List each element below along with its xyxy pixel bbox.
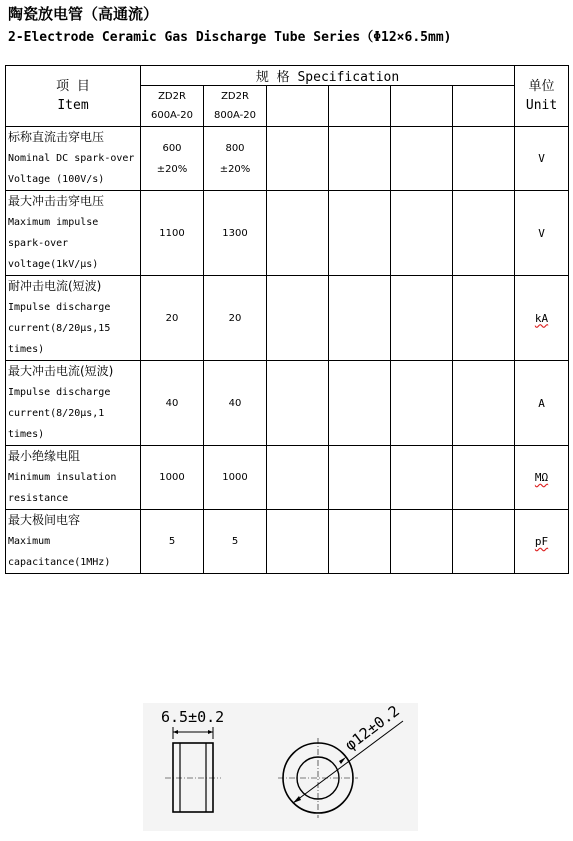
empty-value-cell [453, 446, 515, 510]
empty-model-cell [453, 86, 515, 127]
param-name-en-line: resistance [8, 493, 69, 504]
model-header-line2: 800A-20 [213, 110, 257, 121]
param-name-en-line: Nominal DC spark-over [8, 153, 135, 164]
empty-value-cell [267, 191, 329, 276]
param-cell [6, 276, 141, 361]
unit-cell [515, 446, 569, 510]
empty-value-cell [329, 127, 391, 191]
param-name-cn: 最小绝缘电阻 [8, 449, 81, 463]
param-name-en-line: Maximum [8, 536, 51, 547]
spec-table [5, 65, 569, 574]
model-header-line2: 600A-20 [150, 110, 194, 121]
empty-value-cell [329, 510, 391, 574]
empty-value-cell [329, 276, 391, 361]
unit-header [515, 66, 569, 127]
value-line: 5 [168, 536, 176, 547]
model-header-2 [204, 86, 267, 127]
table-row [6, 276, 569, 361]
empty-value-cell [329, 191, 391, 276]
empty-value-cell [391, 276, 453, 361]
value-cell [141, 510, 204, 574]
param-cell [6, 510, 141, 574]
tube-dimension-svg [143, 703, 418, 831]
value-line: 1100 [159, 227, 185, 239]
value-line: 600 [162, 142, 182, 154]
value-cell [141, 276, 204, 361]
diameter-arrow-low [293, 796, 301, 803]
spec-table-body [6, 127, 569, 574]
param-name-cn: 最大冲击击穿电压 [8, 194, 105, 208]
value-cell [204, 446, 267, 510]
empty-value-cell [329, 446, 391, 510]
unit-cell [515, 191, 569, 276]
param-name-en-line: voltage(1kV/μs) [8, 259, 99, 270]
table-row [6, 510, 569, 574]
param-name-en-line: spark-over [8, 238, 69, 249]
value-cell [141, 446, 204, 510]
param-name-en-line: capacitance(1MHz) [8, 557, 111, 568]
param-name-cn: 最大极间电容 [8, 513, 81, 527]
empty-value-cell [267, 446, 329, 510]
unit-header-cn: 单位 [528, 79, 555, 94]
empty-model-cell [329, 86, 391, 127]
empty-value-cell [391, 446, 453, 510]
table-row [6, 361, 569, 446]
unit-cell [515, 361, 569, 446]
value-cell [141, 127, 204, 191]
diameter-dimension-label: φ12±0.2 [341, 703, 403, 755]
value-line: 20 [165, 312, 179, 324]
unit-label: V [538, 152, 545, 165]
param-name-en-line: Impulse discharge [8, 387, 111, 398]
value-cell [204, 361, 267, 446]
empty-value-cell [267, 276, 329, 361]
table-row [6, 191, 569, 276]
value-cell [141, 191, 204, 276]
empty-value-cell [267, 510, 329, 574]
empty-value-cell [453, 127, 515, 191]
empty-value-cell [453, 510, 515, 574]
model-header-line1: ZD2R [158, 91, 186, 102]
width-dimension-label: 6.5±0.2 [161, 708, 225, 726]
param-name-en-line: Voltage (100V/s) [8, 174, 105, 185]
value-line: 40 [228, 397, 242, 409]
unit-label: V [538, 226, 545, 240]
model-header-1 [141, 86, 204, 127]
diameter-arrow-high [339, 757, 346, 764]
param-name-cn: 耐冲击电流(短波) [8, 279, 102, 293]
param-name-en-line: times) [8, 344, 45, 355]
table-row [6, 127, 569, 191]
value-line: ±20% [219, 163, 251, 175]
spec-header: 规 格 Specification [141, 66, 515, 86]
unit-cell [515, 127, 569, 191]
dimension-drawing [143, 703, 418, 831]
value-cell [204, 127, 267, 191]
empty-value-cell [391, 361, 453, 446]
empty-value-cell [453, 361, 515, 446]
value-cell [204, 276, 267, 361]
width-arrow-left [173, 730, 178, 734]
empty-model-cell [267, 86, 329, 127]
value-line: ±20% [156, 163, 188, 175]
item-header-en: Item [57, 98, 89, 113]
unit-cell [515, 276, 569, 361]
empty-value-cell [391, 191, 453, 276]
value-line: 1300 [222, 227, 248, 239]
value-cell [141, 361, 204, 446]
param-name-en-line: current(8/20μs,1 [8, 408, 105, 419]
unit-cell [515, 510, 569, 574]
value-line: 800 [225, 142, 245, 154]
empty-value-cell [267, 127, 329, 191]
unit-label: pF [534, 535, 549, 548]
empty-value-cell [391, 510, 453, 574]
unit-label: MΩ [534, 471, 549, 484]
param-name-en-line: times) [8, 429, 45, 440]
empty-value-cell [453, 191, 515, 276]
param-cell [6, 446, 141, 510]
width-arrow-right [208, 730, 213, 734]
model-header-line1: ZD2R [221, 91, 249, 102]
param-name-cn: 标称直流击穿电压 [8, 130, 105, 144]
value-line: 20 [228, 312, 242, 324]
table-row [6, 446, 569, 510]
value-cell [204, 191, 267, 276]
value-line: 1000 [222, 472, 248, 483]
empty-value-cell [391, 127, 453, 191]
document-title-en: 2-Electrode Ceramic Gas Discharge Tube Series（Φ12×6.5mm) [8, 30, 452, 45]
param-name-cn: 最大冲击电流(短波) [8, 364, 114, 378]
value-line: 1000 [159, 472, 185, 483]
item-header [6, 66, 141, 127]
empty-value-cell [267, 361, 329, 446]
value-line: 5 [231, 536, 239, 547]
item-header-cn: 项 目 [56, 79, 90, 94]
param-name-en-line: Impulse discharge [8, 302, 111, 313]
param-name-en-line: Maximum impulse [8, 217, 99, 228]
empty-value-cell [329, 361, 391, 446]
param-name-en-line: current(8/20μs,15 [8, 323, 111, 334]
unit-label: A [538, 396, 545, 410]
value-cell [204, 510, 267, 574]
param-cell [6, 361, 141, 446]
table-header-row [6, 66, 569, 86]
tube-side-body [173, 743, 213, 812]
param-cell [6, 127, 141, 191]
empty-model-cell [391, 86, 453, 127]
document-title-cn: 陶瓷放电管（高通流） [8, 5, 159, 23]
value-line: 40 [165, 397, 179, 409]
unit-header-en: Unit [525, 98, 558, 113]
empty-value-cell [453, 276, 515, 361]
diameter-leader-line [293, 721, 403, 803]
param-cell [6, 191, 141, 276]
param-name-en-line: Minimum insulation [8, 472, 117, 483]
unit-label: kA [534, 311, 549, 325]
